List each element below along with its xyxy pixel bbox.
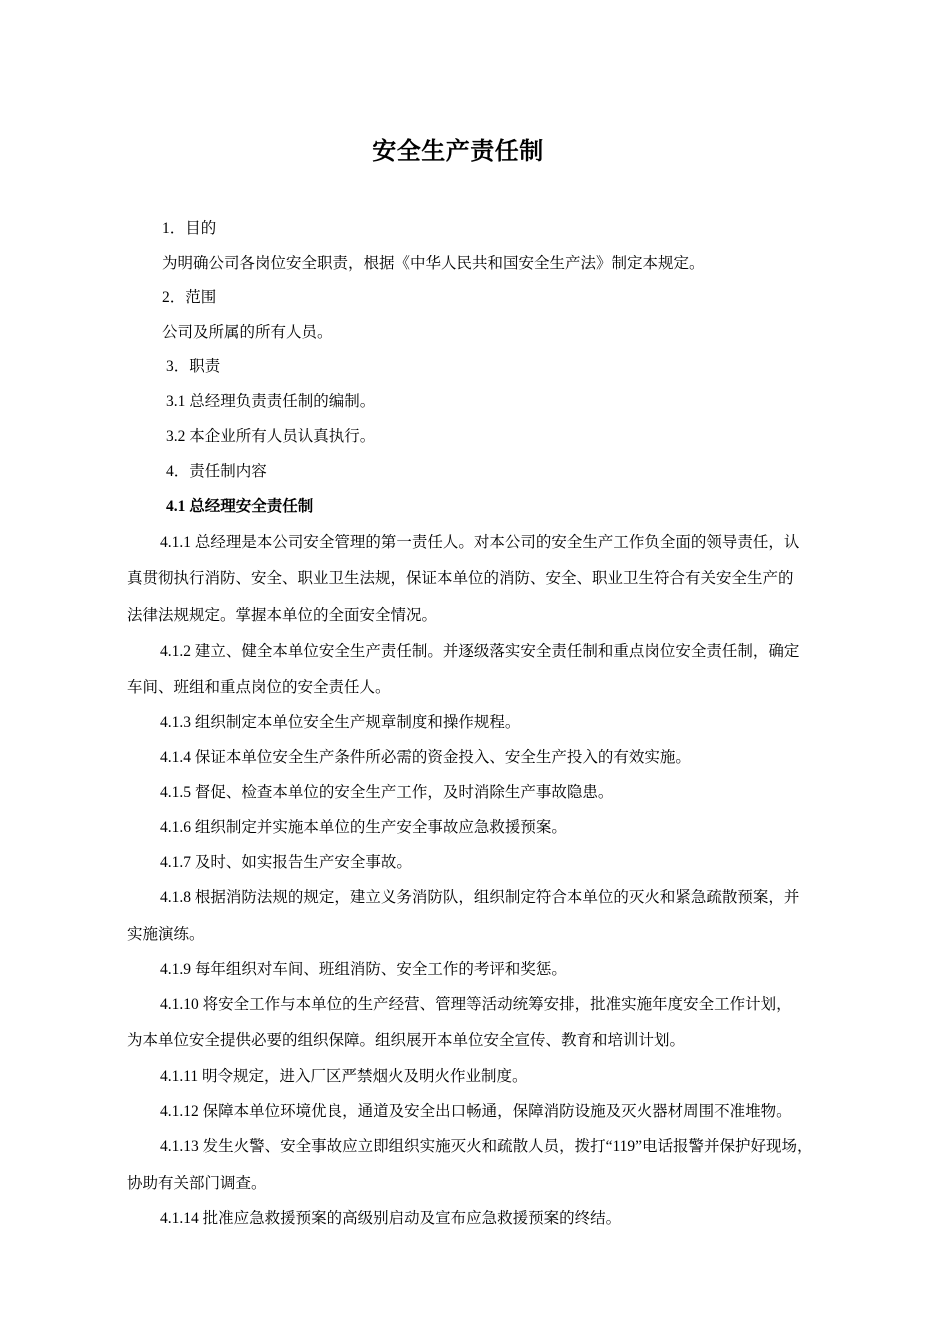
paragraph-line: 4.1.7 及时、如实报告生产安全事故。: [160, 854, 412, 871]
paragraph-line: 4.1.1 总经理是本公司安全管理的第一责任人。对本公司的安全生产工作负全面的领导责任，认: [160, 534, 800, 551]
paragraph-line: 4.1.4 保证本单位安全生产条件所必需的资金投入、安全生产投入的有效实施。: [160, 749, 691, 766]
paragraph-line: 4.1.13 发生火警、安全事故应立即组织实施灭火和疏散人员，拨打“119”电话报警并保护好现场，: [160, 1138, 813, 1155]
paragraph-line: 4.1.12 保障本单位环境优良，通道及安全出口畅通，保障消防设施及灭火器材周围不准堆物。: [160, 1103, 792, 1120]
paragraph-line: 法律法规规定。掌握本单位的全面安全情况。: [127, 607, 438, 624]
paragraph-line: 实施演练。: [127, 926, 205, 943]
section-3-heading: 3．职责: [166, 358, 221, 375]
section-2-heading: 2．范围: [162, 289, 217, 306]
paragraph-line: 车间、班组和重点岗位的安全责任人。: [127, 679, 391, 696]
paragraph-line: 4.1.6 组织制定并实施本单位的生产安全事故应急救援预案。: [160, 819, 567, 836]
paragraph-line: 4.1.5 督促、检查本单位的安全生产工作，及时消除生产事故隐患。: [160, 784, 614, 801]
document-title: 安全生产责任制: [372, 137, 544, 165]
section-1-heading: 1．目的: [162, 220, 217, 237]
paragraph-line: 4.1.11 明令规定，进入厂区严禁烟火及明火作业制度。: [160, 1068, 528, 1085]
paragraph-line: 4.1.2 建立、健全本单位安全生产责任制。并逐级落实安全责任制和重点岗位安全责任制，确定: [160, 643, 800, 660]
paragraph-line: 真贯彻执行消防、安全、职业卫生法规，保证本单位的消防、安全、职业卫生符合有关安全生产的: [127, 570, 794, 587]
paragraph-line: 为本单位安全提供必要的组织保障。组织展开本单位安全宣传、教育和培训计划。: [127, 1032, 686, 1049]
paragraph-line: 4.1.3 组织制定本单位安全生产规章制度和操作规程。: [160, 714, 521, 731]
paragraph-line: 协助有关部门调查。: [127, 1175, 267, 1192]
paragraph-line: 4.1.14 批准应急救援预案的高级别启动及宣布应急救援预案的终结。: [160, 1210, 622, 1227]
paragraph-line: 4.1.8 根据消防法规的规定，建立义务消防队，组织制定符合本单位的灭火和紧急疏散预案，并: [160, 889, 800, 906]
paragraph-line: 4.1.9 每年组织对车间、班组消防、安全工作的考评和奖惩。: [160, 961, 567, 978]
section-4-1-heading: 4.1 总经理安全责任制: [166, 498, 314, 515]
section-3-2-text: 3.2 本企业所有人员认真执行。: [166, 428, 376, 445]
section-2-text: 公司及所属的所有人员。: [162, 324, 333, 341]
paragraph-line: 4.1.10 将安全工作与本单位的生产经营、管理等活动统筹安排，批准实施年度安全工作计划，: [160, 996, 792, 1013]
section-3-1-text: 3.1 总经理负责责任制的编制。: [166, 393, 376, 410]
section-1-text: 为明确公司各岗位安全职责，根据《中华人民共和国安全生产法》制定本规定。: [162, 255, 705, 272]
section-4-heading: 4．责任制内容: [166, 463, 267, 480]
